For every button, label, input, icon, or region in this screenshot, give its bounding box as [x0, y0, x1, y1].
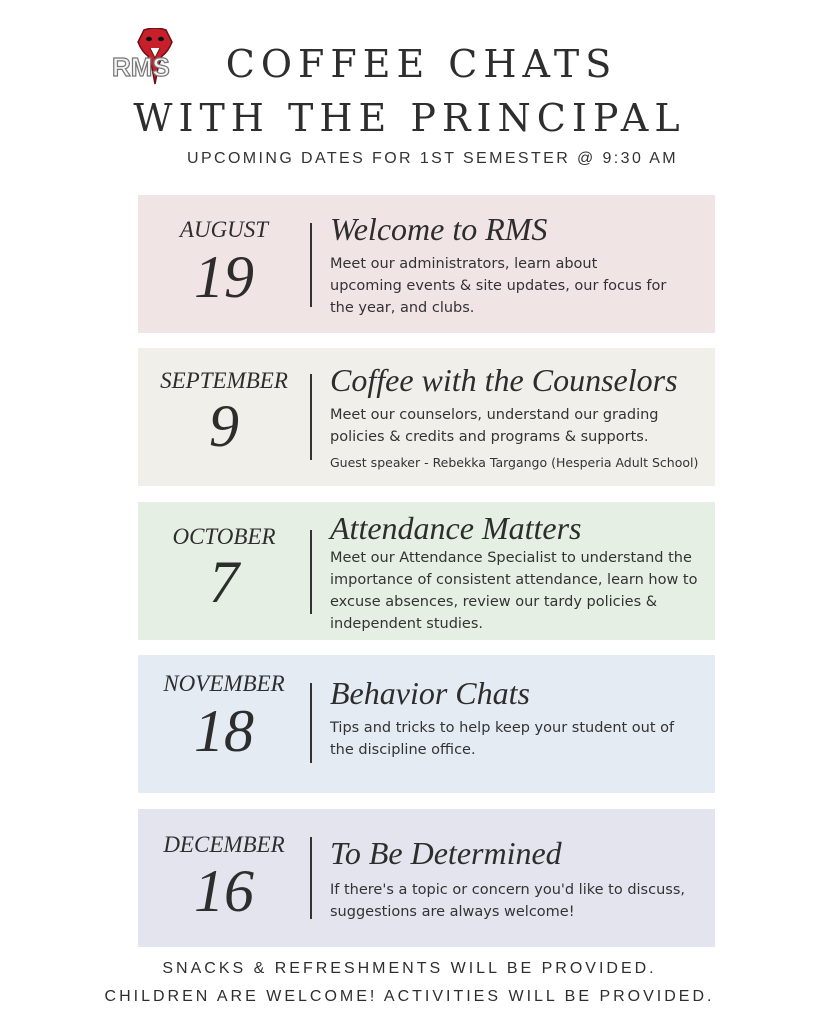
- event-title: Welcome to RMS: [330, 211, 548, 247]
- event-description: If there's a topic or concern you'd like to discuss, suggestions are always welcome!: [330, 882, 685, 920]
- divider: [310, 837, 312, 919]
- page-title-line-2: WITH THE PRINCIPAL: [133, 96, 686, 140]
- event-date: [138, 195, 310, 333]
- event-month: OCTOBER: [172, 524, 276, 549]
- event-title: Behavior Chats: [330, 675, 530, 711]
- event-card-august: [138, 195, 715, 333]
- event-month: SEPTEMBER: [160, 368, 288, 393]
- footer-snacks-note: SNACKS & REFRESHMENTS WILL BE PROVIDED.: [162, 960, 657, 977]
- divider: [310, 530, 312, 614]
- page-title-line-1: COFFEE CHATS: [225, 42, 618, 86]
- event-month: DECEMBER: [163, 832, 285, 857]
- event-date: [138, 348, 310, 486]
- divider: [310, 683, 312, 763]
- event-guest-speaker: Guest speaker - Rebekka Targango (Hesperia Adult School): [330, 455, 699, 470]
- event-date: [138, 502, 310, 640]
- footer-children-note: CHILDREN ARE WELCOME! ACTIVITIES WILL BE PROVIDED.: [104, 988, 715, 1005]
- event-title: To Be Determined: [330, 835, 562, 871]
- event-description: Meet our Attendance Specialist to understand the importance of consistent attendance, learn how to excuse absences, review our tardy policies & independent studies.: [330, 550, 698, 632]
- event-day: 16: [194, 858, 254, 924]
- event-day: 19: [194, 244, 254, 310]
- logo-text: RMS: [112, 52, 170, 82]
- event-card-september: [138, 348, 715, 486]
- event-title: Attendance Matters: [330, 510, 582, 546]
- event-month: AUGUST: [179, 217, 269, 242]
- event-card-december: [138, 809, 715, 947]
- event-title: Coffee with the Counselors: [330, 362, 678, 398]
- divider: [310, 223, 312, 307]
- event-description: Meet our administrators, learn about upcoming events & site updates, our focus for the year, and clubs.: [330, 256, 667, 316]
- event-day: 9: [209, 393, 239, 459]
- event-description: Tips and tricks to help keep your student out of the discipline office.: [330, 720, 675, 758]
- event-card-november: [138, 655, 715, 793]
- event-day: 18: [194, 698, 254, 764]
- divider: [310, 374, 312, 460]
- event-date: [138, 655, 310, 793]
- event-date: [138, 809, 310, 947]
- event-day: 7: [209, 549, 239, 615]
- event-card-october: [138, 502, 715, 640]
- page-subtitle: UPCOMING DATES FOR 1ST SEMESTER @ 9:30 AM: [186, 150, 679, 167]
- event-description: Meet our counselors, understand our grading policies & credits and programs & supports.: [330, 407, 659, 445]
- event-month: NOVEMBER: [163, 671, 285, 696]
